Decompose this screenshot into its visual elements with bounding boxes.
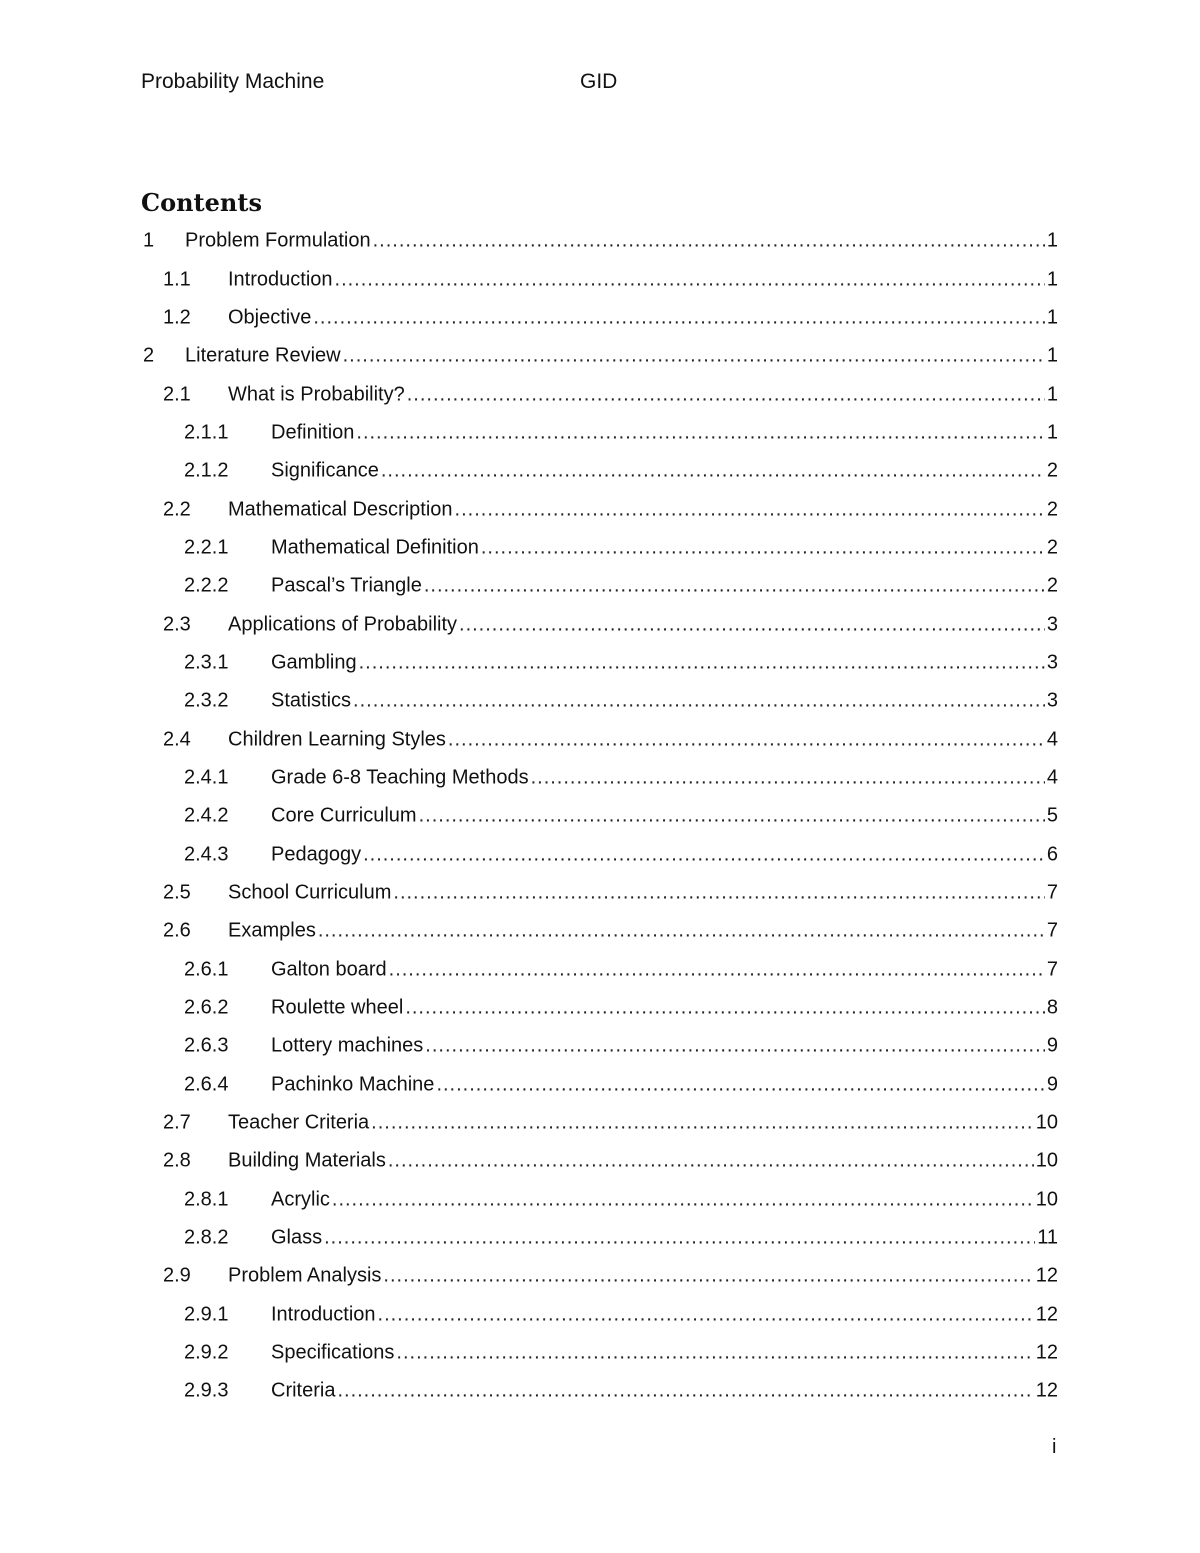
- toc-dot-leader: [332, 1188, 1034, 1211]
- toc-entry-label: Lottery machines: [271, 1034, 424, 1057]
- toc-entry-line: [185, 230, 1058, 253]
- toc-entry-number: 2.5: [163, 881, 191, 904]
- toc-entry[interactable]: [141, 1296, 1058, 1334]
- toc-entry-label: Teacher Criteria: [228, 1111, 370, 1134]
- toc-dot-leader: [335, 268, 1045, 291]
- toc-entry-label: Criteria: [271, 1379, 336, 1402]
- toc-entry-line: [271, 766, 1058, 789]
- toc-entry-page: 2: [1046, 536, 1058, 559]
- toc-entry-number: 2.1.2: [184, 459, 229, 482]
- toc-entry-label: Literature Review: [185, 344, 341, 367]
- toc-entry-page: 12: [1035, 1341, 1058, 1364]
- toc-entry-line: [271, 1303, 1058, 1326]
- toc-dot-leader: [363, 843, 1045, 866]
- toc-entry-label: Galton board: [271, 958, 387, 981]
- toc-heading: Contents: [141, 188, 262, 217]
- toc-entry-label: Problem Analysis: [228, 1264, 382, 1287]
- toc-entry-number: 2.6.2: [184, 996, 229, 1019]
- toc-entry-label: Roulette wheel: [271, 996, 404, 1019]
- toc-entry-number: 2.1: [163, 383, 191, 406]
- toc-entry-number: 2.9.1: [184, 1303, 229, 1326]
- toc-dot-leader: [436, 1073, 1044, 1096]
- toc-entry-page: 1: [1046, 229, 1058, 252]
- toc-entry-line: [228, 383, 1058, 406]
- toc-entry-page: 6: [1046, 843, 1058, 866]
- toc-entry-label: Objective: [228, 306, 312, 329]
- toc-entry-number: 2.9.2: [184, 1341, 229, 1364]
- toc-entry-line: [271, 843, 1058, 866]
- toc-entry-line: [228, 613, 1058, 636]
- toc-entry-line: [271, 1380, 1058, 1403]
- toc-entry[interactable]: [141, 605, 1058, 643]
- toc-entry-number: 1: [143, 229, 155, 252]
- toc-entry-line: [228, 728, 1058, 751]
- toc-entry-page: 2: [1046, 459, 1058, 482]
- toc-entry-line: [271, 1188, 1058, 1211]
- toc-entry-page: 7: [1046, 881, 1058, 904]
- toc-entry[interactable]: [141, 299, 1058, 337]
- toc-dot-leader: [353, 690, 1045, 713]
- toc-entry-page: 1: [1046, 268, 1058, 291]
- toc-entry-line: [271, 805, 1058, 828]
- toc-entry[interactable]: [141, 1257, 1058, 1295]
- toc-entry[interactable]: [141, 567, 1058, 605]
- toc-entry-number: 2.2.1: [184, 536, 229, 559]
- toc-entry[interactable]: [141, 951, 1058, 989]
- toc-dot-leader: [343, 345, 1045, 368]
- toc-entry-number: 2.2: [163, 498, 191, 521]
- toc-entry-number: 2.1.1: [184, 421, 229, 444]
- toc-entry-page: 3: [1046, 651, 1058, 674]
- toc-entry-label: What is Probability?: [228, 383, 405, 406]
- toc-entry-label: Pascal’s Triangle: [271, 574, 422, 597]
- toc-entry-line: [228, 1112, 1058, 1135]
- toc-entry-number: 2.3.1: [184, 651, 229, 674]
- toc-entry-page: 9: [1046, 1034, 1058, 1057]
- toc-entry[interactable]: [141, 836, 1058, 874]
- toc-entry[interactable]: [141, 222, 1058, 260]
- toc-entry-label: Grade 6-8 Teaching Methods: [271, 766, 529, 789]
- toc-entry-page: 10: [1035, 1149, 1058, 1172]
- toc-entry-number: 2.7: [163, 1111, 191, 1134]
- toc-entry-label: Glass: [271, 1226, 323, 1249]
- toc-entry[interactable]: [141, 912, 1058, 950]
- toc-entry-number: 2.8: [163, 1149, 191, 1172]
- toc-entry[interactable]: [141, 414, 1058, 452]
- toc-entry-number: 2.6.1: [184, 958, 229, 981]
- toc-entry[interactable]: [141, 720, 1058, 758]
- toc-entry[interactable]: [141, 874, 1058, 912]
- toc-entry-page: 7: [1046, 958, 1058, 981]
- toc-entry-line: [271, 536, 1058, 559]
- running-header-title: Probability Machine: [141, 70, 325, 93]
- toc-entry-line: [228, 1150, 1058, 1173]
- toc-entry-page: 1: [1046, 383, 1058, 406]
- toc-entry-label: Problem Formulation: [185, 229, 371, 252]
- toc-entry-number: 2.6: [163, 919, 191, 942]
- toc-entry-number: 2.8.2: [184, 1226, 229, 1249]
- toc-dot-leader: [459, 613, 1045, 636]
- toc-entry-line: [228, 306, 1058, 329]
- toc-entry-line: [228, 1265, 1058, 1288]
- toc-entry-page: 10: [1035, 1111, 1058, 1134]
- toc-entry[interactable]: [141, 644, 1058, 682]
- toc-entry[interactable]: [141, 797, 1058, 835]
- toc-entry-line: [271, 651, 1058, 674]
- table-of-contents: [141, 222, 1058, 1411]
- toc-entry-number: 2.6.3: [184, 1034, 229, 1057]
- toc-dot-leader: [381, 460, 1045, 483]
- toc-entry-number: 1.1: [163, 268, 191, 291]
- toc-entry[interactable]: [141, 337, 1058, 375]
- running-header-group: GID: [580, 70, 618, 93]
- toc-entry-page: 4: [1046, 766, 1058, 789]
- toc-entry-label: Significance: [271, 459, 379, 482]
- toc-dot-leader: [378, 1303, 1034, 1326]
- toc-entry[interactable]: [141, 759, 1058, 797]
- toc-entry[interactable]: [141, 989, 1058, 1027]
- toc-entry-line: [271, 1035, 1058, 1058]
- toc-entry-label: Building Materials: [228, 1149, 386, 1172]
- toc-entry-number: 2.6.4: [184, 1073, 229, 1096]
- toc-entry-line: [271, 460, 1058, 483]
- toc-entry-number: 2.8.1: [184, 1188, 229, 1211]
- toc-entry[interactable]: [141, 1104, 1058, 1142]
- toc-entry-page: 3: [1046, 689, 1058, 712]
- toc-entry[interactable]: [141, 260, 1058, 298]
- toc-entry-number: 2.4.2: [184, 804, 229, 827]
- toc-entry-page: 12: [1035, 1303, 1058, 1326]
- toc-entry-line: [271, 1227, 1058, 1250]
- toc-entry-page: 1: [1046, 344, 1058, 367]
- toc-entry-label: Core Curriculum: [271, 804, 417, 827]
- toc-dot-leader: [359, 651, 1045, 674]
- toc-entry-number: 2.3.2: [184, 689, 229, 712]
- toc-entry-label: Children Learning Styles: [228, 728, 446, 751]
- toc-entry-label: School Curriculum: [228, 881, 392, 904]
- toc-entry[interactable]: [141, 452, 1058, 490]
- toc-dot-leader: [419, 805, 1045, 828]
- toc-dot-leader: [318, 920, 1045, 943]
- toc-entry-line: [228, 920, 1058, 943]
- toc-entry-page: 4: [1046, 728, 1058, 751]
- toc-entry-line: [228, 882, 1058, 905]
- toc-dot-leader: [424, 575, 1045, 598]
- toc-dot-leader: [371, 1112, 1034, 1135]
- toc-entry-page: 2: [1046, 498, 1058, 521]
- toc-entry[interactable]: [141, 1181, 1058, 1219]
- toc-entry-label: Introduction: [271, 1303, 376, 1326]
- toc-entry-number: 2.4: [163, 728, 191, 751]
- toc-entry[interactable]: [141, 682, 1058, 720]
- toc-entry[interactable]: [141, 1219, 1058, 1257]
- toc-entry-label: Definition: [271, 421, 355, 444]
- toc-dot-leader: [383, 1265, 1033, 1288]
- toc-entry-page: 9: [1046, 1073, 1058, 1096]
- toc-entry-label: Pachinko Machine: [271, 1073, 435, 1096]
- toc-entry-page: 10: [1035, 1188, 1058, 1211]
- toc-entry-page: 8: [1046, 996, 1058, 1019]
- toc-entry[interactable]: [141, 529, 1058, 567]
- toc-entry[interactable]: [141, 375, 1058, 413]
- toc-dot-leader: [481, 536, 1045, 559]
- toc-entry[interactable]: [141, 490, 1058, 528]
- toc-dot-leader: [373, 230, 1045, 253]
- toc-entry-line: [228, 498, 1058, 521]
- toc-entry-line: [271, 997, 1058, 1020]
- toc-dot-leader: [388, 1150, 1034, 1173]
- toc-entry-page: 1: [1046, 421, 1058, 444]
- toc-entry-page: 7: [1046, 919, 1058, 942]
- toc-entry[interactable]: [141, 1142, 1058, 1180]
- toc-entry[interactable]: [141, 1027, 1058, 1065]
- toc-dot-leader: [531, 766, 1045, 789]
- toc-dot-leader: [396, 1342, 1033, 1365]
- toc-entry-label: Mathematical Description: [228, 498, 453, 521]
- toc-entry-number: 2.2.2: [184, 574, 229, 597]
- toc-entry-label: Acrylic: [271, 1188, 330, 1211]
- toc-dot-leader: [389, 958, 1045, 981]
- toc-dot-leader: [448, 728, 1045, 751]
- toc-entry-line: [185, 345, 1058, 368]
- toc-entry-line: [271, 1342, 1058, 1365]
- toc-dot-leader: [425, 1035, 1045, 1058]
- toc-entry-number: 2.9.3: [184, 1379, 229, 1402]
- toc-dot-leader: [313, 306, 1045, 329]
- toc-entry-page: 3: [1046, 613, 1058, 636]
- toc-entry-number: 2.3: [163, 613, 191, 636]
- toc-entry-line: [271, 690, 1058, 713]
- toc-entry-label: Specifications: [271, 1341, 395, 1364]
- toc-dot-leader: [407, 383, 1045, 406]
- toc-entry-line: [228, 268, 1058, 291]
- toc-entry-label: Gambling: [271, 651, 357, 674]
- toc-entry-page: 5: [1046, 804, 1058, 827]
- toc-entry-label: Mathematical Definition: [271, 536, 479, 559]
- toc-entry-number: 1.2: [163, 306, 191, 329]
- toc-dot-leader: [455, 498, 1045, 521]
- toc-dot-leader: [405, 997, 1045, 1020]
- toc-entry-label: Pedagogy: [271, 843, 362, 866]
- toc-entry-label: Introduction: [228, 268, 333, 291]
- toc-entry-line: [271, 575, 1058, 598]
- toc-entry-number: 2.4.3: [184, 843, 229, 866]
- toc-entry-page: 12: [1035, 1264, 1058, 1287]
- toc-entry-label: Statistics: [271, 689, 352, 712]
- toc-entry-page: 2: [1046, 574, 1058, 597]
- toc-entry-number: 2.9: [163, 1264, 191, 1287]
- toc-entry-line: [271, 421, 1058, 444]
- toc-entry[interactable]: [141, 1334, 1058, 1372]
- toc-dot-leader: [337, 1380, 1033, 1403]
- toc-entry-number: 2: [143, 344, 155, 367]
- toc-dot-leader: [356, 421, 1044, 444]
- toc-entry-line: [271, 958, 1058, 981]
- toc-entry-page: 1: [1046, 306, 1058, 329]
- toc-entry-page: 12: [1035, 1379, 1058, 1402]
- toc-entry-label: Applications of Probability: [228, 613, 458, 636]
- toc-dot-leader: [393, 882, 1044, 905]
- footer-page-number: i: [1052, 1436, 1057, 1458]
- toc-entry-page: 11: [1037, 1226, 1058, 1249]
- toc-entry[interactable]: [141, 1372, 1058, 1410]
- toc-dot-leader: [324, 1227, 1035, 1250]
- toc-entry[interactable]: [141, 1066, 1058, 1104]
- toc-entry-number: 2.4.1: [184, 766, 229, 789]
- toc-entry-label: Examples: [228, 919, 316, 942]
- toc-entry-line: [271, 1073, 1058, 1096]
